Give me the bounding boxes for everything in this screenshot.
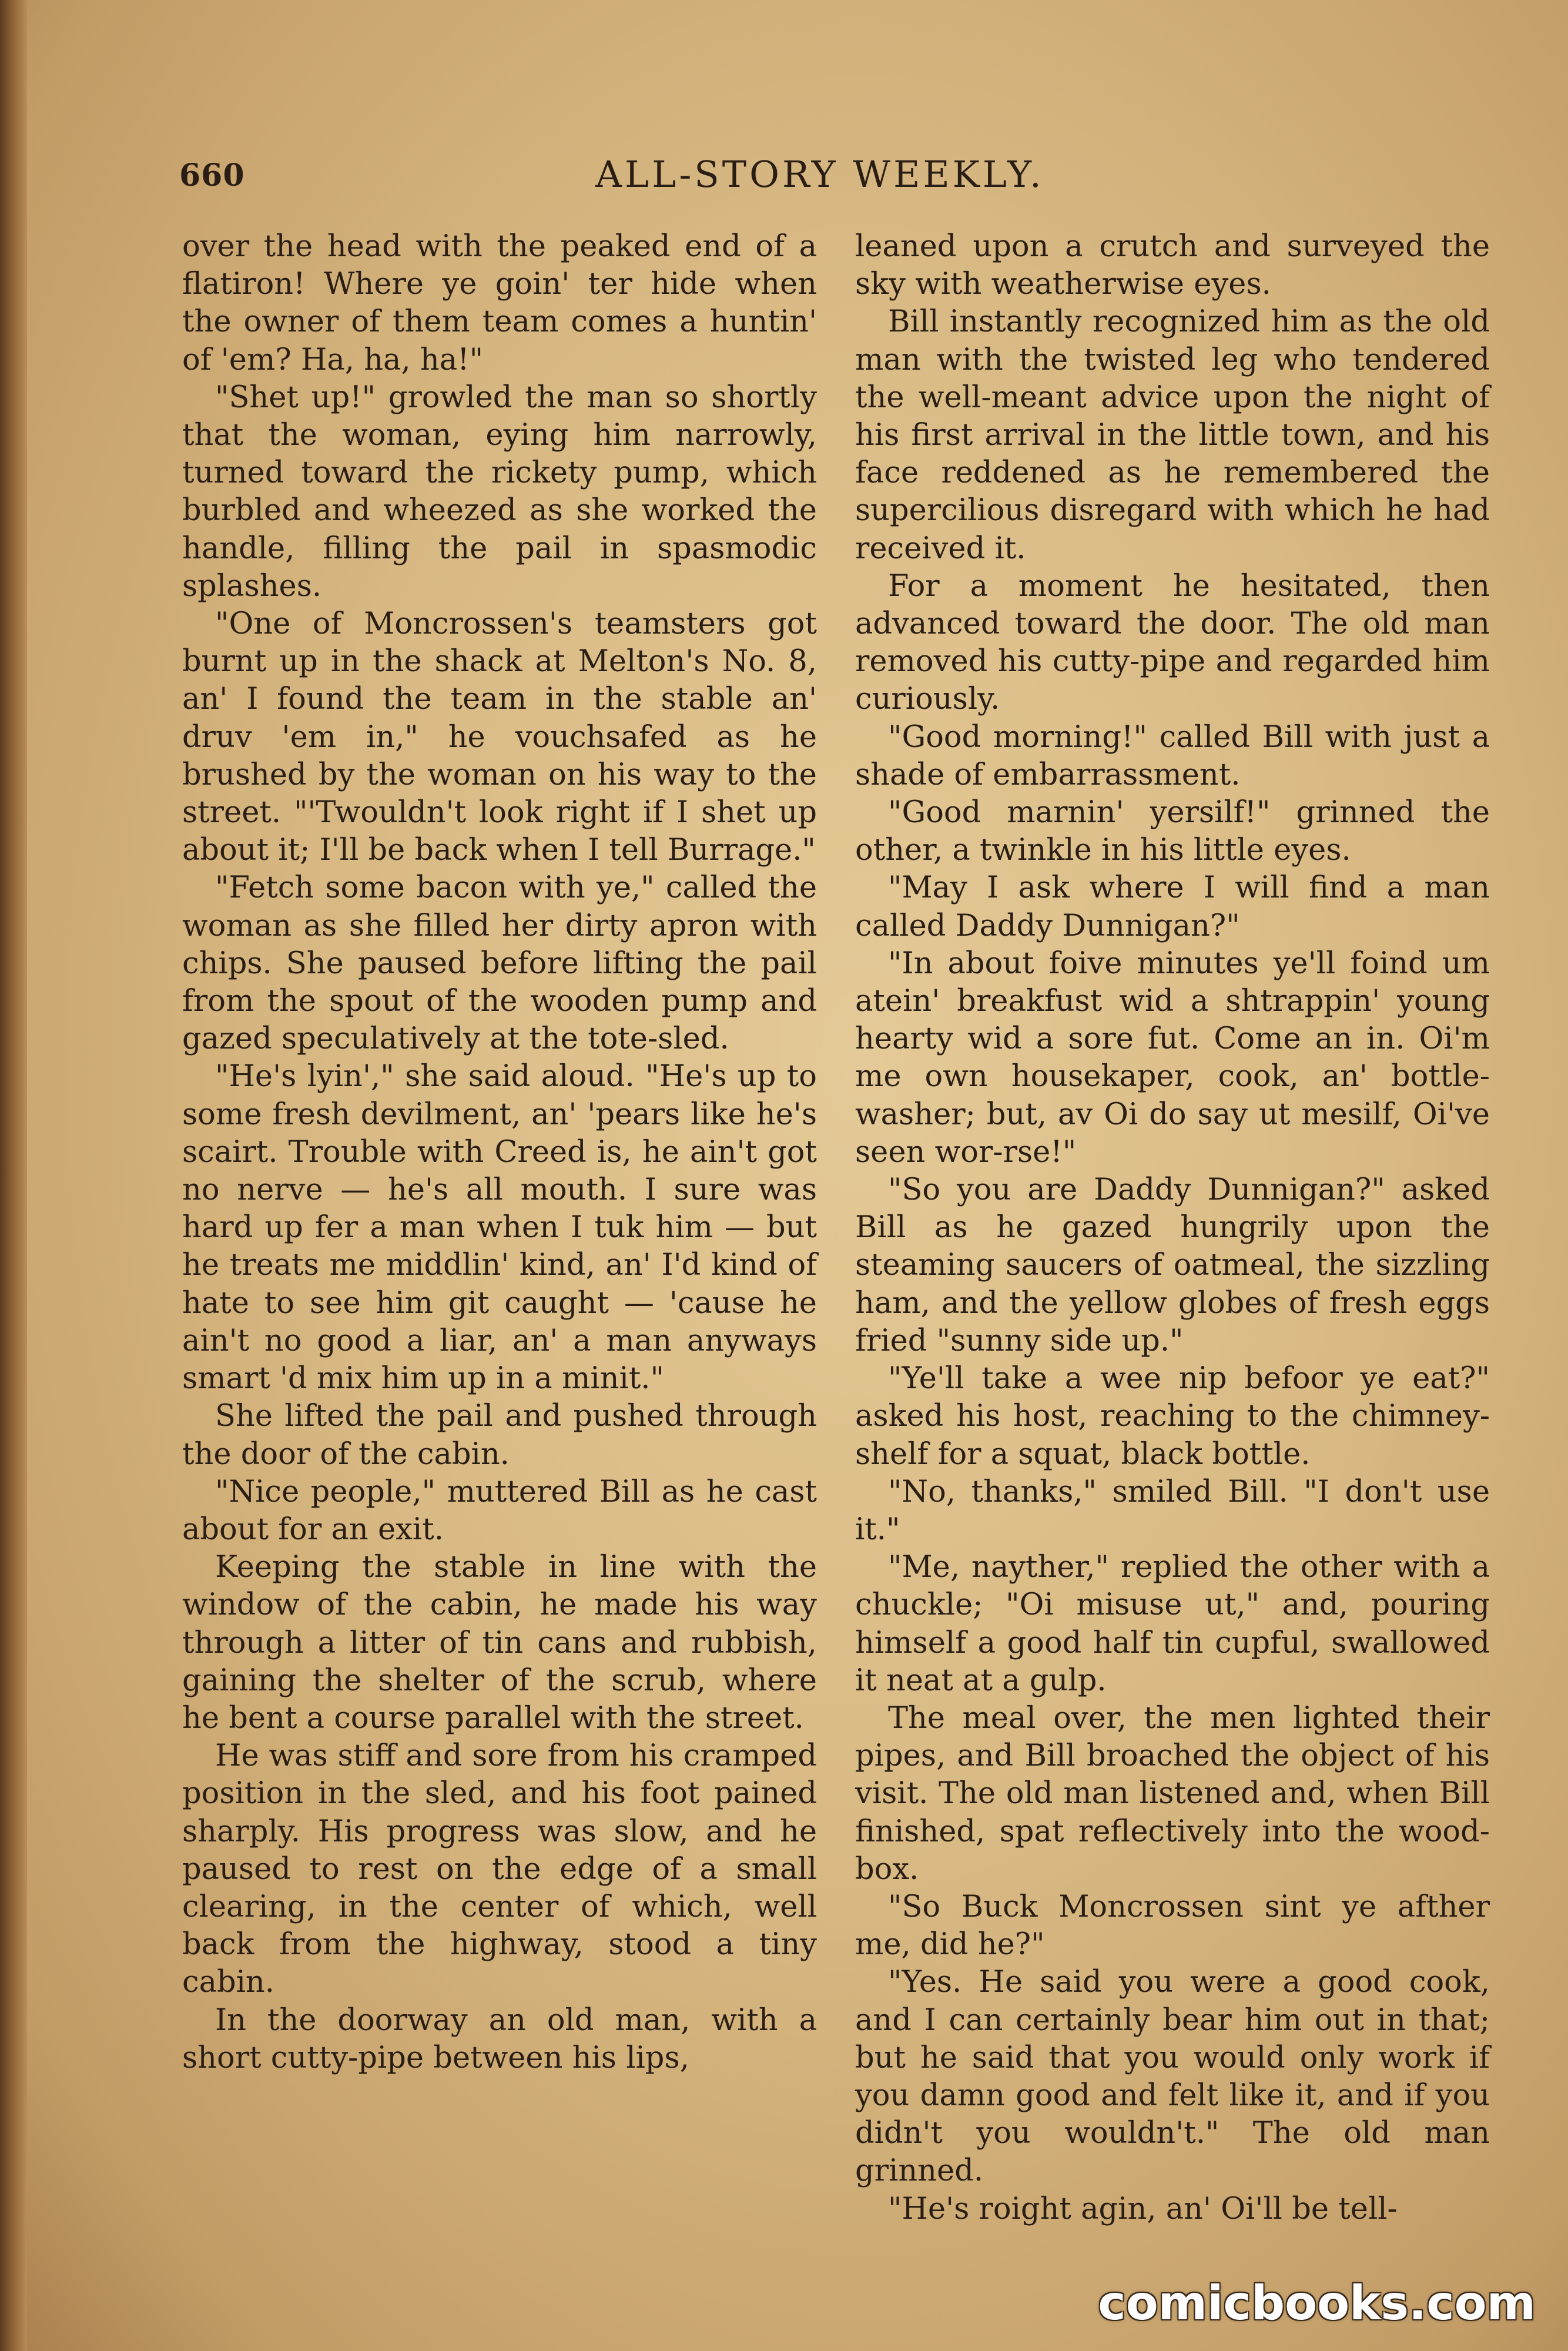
paragraph: "No, thanks," smiled Bill. "I don't use it." bbox=[855, 1474, 1490, 1547]
paragraph: "He's lyin'," she said aloud. "He's up to some fresh devilment, an' 'pears like he's scairt. Trouble with Creed is, he ain't got no nerve — he's all mouth. I sure was hard up fer a man when I tuk him — but he treats me middlin' kind, an' I'd kind of hate to see him git caught — 'cause he ain't no good a liar, an' a man anyways smart 'd mix him up in a minit." bbox=[182, 1059, 817, 1396]
paragraph: "Me, nayther," replied the other with a chuckle; "Oi misuse ut," and, pouring himself a good half tin cupful, swallowed it neat at a gulp. bbox=[855, 1550, 1490, 1698]
paragraph: He was stiff and sore from his cramped position in the sled, and his foot pained sharply. His progress was slow, and he paused to rest on the edge of a small clearing, in the center of which, well back from the highway, stood a tiny cabin. bbox=[182, 1739, 817, 2000]
paragraph: "Fetch some bacon with ye," called the woman as she filled her dirty apron with chips. She paused before lifting the pail from the spout of the wooden pump and gazed speculatively at the tote-sled. bbox=[182, 870, 817, 1057]
paragraph: "So you are Daddy Dunnigan?" asked Bill as he gazed hungrily upon the steaming saucers of oatmeal, the sizzling ham, and the yellow globes of fresh eggs fried "sunny side up." bbox=[855, 1173, 1490, 1358]
paragraph: In the doorway an old man, with a short cutty-pipe between his lips, bbox=[182, 2002, 817, 2075]
paragraph: The meal over, the men lighted their pipes, and Bill broached the object of his visit. The old man listened and, when Bill finished, spat reflectively into the wood-box. bbox=[855, 1700, 1490, 1887]
paragraph: "So Buck Moncrossen sint ye afther me, did he?" bbox=[855, 1889, 1490, 1962]
paragraph: She lifted the pail and pushed through the door of the cabin. bbox=[182, 1399, 817, 1472]
paragraph: "May I ask where I will find a man called Daddy Dunnigan?" bbox=[855, 870, 1490, 943]
paragraph: Bill instantly recognized him as the old man with the twisted leg who tendered the well-meant advice upon the night of his first arrival in the little town, and his face reddened as he remembered the supercilious disregard with which he had received it. bbox=[855, 304, 1490, 566]
paragraph: over the head with the peaked end of a flatiron! Where ye goin' ter hide when the owner of them team comes a huntin' of 'em? Ha, ha, ha!" bbox=[182, 229, 817, 377]
paragraph: "One of Moncrossen's teamsters got burnt up in the shack at Melton's No. 8, an' I found the team in the stable an' druv 'em in," he vouchsafed as he brushed by the woman on his way to the street. "'Twouldn't look right if I shet up about it; I'll be back when I tell Burrage." bbox=[182, 607, 817, 868]
paragraph: "Good morning!" called Bill with just a shade of embarrassment. bbox=[855, 719, 1490, 792]
paragraph: "Yes. He said you were a good cook, and I can certainly bear him out in that; but he said that you would only work if you damn good and felt like it, and if you didn't you wouldn't." The old man grinned. bbox=[855, 1965, 1490, 2189]
paragraph: "In about foive minutes ye'll foind um atein' breakfust wid a shtrappin' young hearty wid a sore fut. Come an in. Oi'm me own housekaper, cook, an' bottle-washer; but, av Oi do say ut mesilf, Oi've seen wor-rse!" bbox=[855, 946, 1490, 1170]
paragraph: leaned upon a crutch and surveyed the sky with weatherwise eyes. bbox=[855, 229, 1490, 302]
right-column bbox=[855, 228, 1490, 2228]
journal-title: ALL-STORY WEEKLY. bbox=[595, 153, 1044, 196]
paragraph: "Nice people," muttered Bill as he cast about for an exit. bbox=[182, 1474, 817, 1547]
paragraph: "Shet up!" growled the man so shortly that the woman, eying him narrowly, turned toward the rickety pump, which burbled and wheezed as she worked the handle, filling the pail in spasmodic splashes. bbox=[182, 380, 817, 604]
paragraph: "Ye'll take a wee nip befoor ye eat?" asked his host, reaching to the chimney-shelf for a squat, black bottle. bbox=[855, 1361, 1490, 1472]
paragraph: "He's roight agin, an' Oi'll be tell- bbox=[888, 2191, 1398, 2226]
left-column bbox=[182, 228, 817, 2077]
watermark: comicbooks.com bbox=[1098, 2276, 1536, 2330]
book-spine-shadow bbox=[0, 0, 27, 2351]
paragraph: "Good marnin' yersilf!" grinned the other, a twinkle in his little eyes. bbox=[855, 795, 1490, 868]
running-head bbox=[179, 141, 1460, 212]
paragraph: Keeping the stable in line with the window of the cabin, he made his way through a litter of tin cans and rubbish, gaining the shelter of the scrub, where he bent a course parallel with the street. bbox=[182, 1550, 817, 1736]
paragraph: For a moment he hesitated, then advanced toward the door. The old man removed his cutty-pipe and regarded him curiously. bbox=[855, 568, 1490, 717]
page-number: 660 bbox=[179, 158, 245, 193]
